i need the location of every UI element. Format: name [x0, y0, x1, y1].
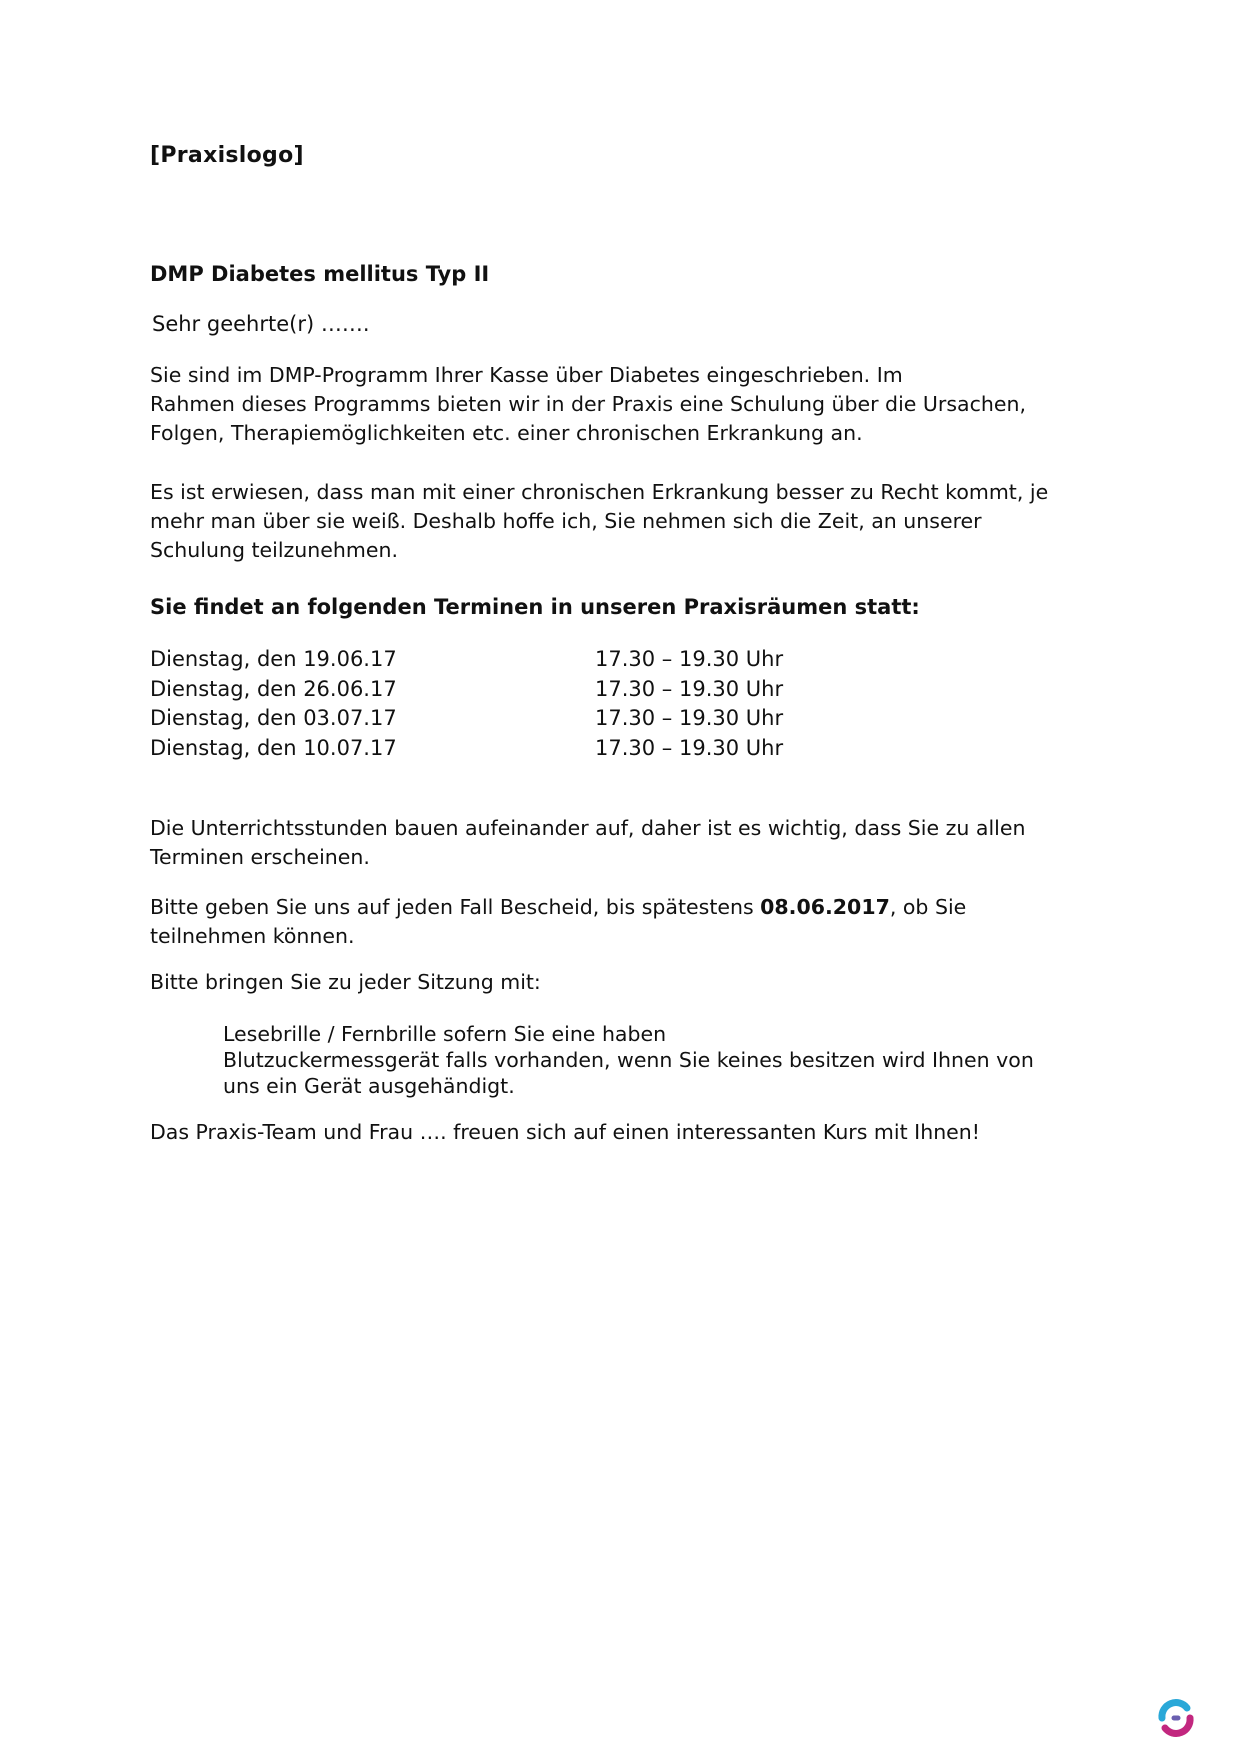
schedule-list [150, 645, 783, 763]
rsvp-text-after: , ob Sie [889, 895, 967, 919]
schedule-day: Dienstag, den 19.06.17 [150, 647, 397, 671]
attendance-paragraph [150, 814, 1025, 872]
schedule-time: 17.30 – 19.30 Uhr [595, 706, 784, 730]
schedule-time: 17.30 – 19.30 Uhr [595, 676, 784, 701]
schedule-day: Dienstag, den 03.07.17 [150, 706, 397, 730]
schedule-time: 17.30 – 19.30 Uhr [595, 735, 784, 760]
schedule-row [150, 645, 783, 675]
praxis-logo-placeholder: [Praxislogo] [150, 143, 304, 168]
paragraph-line: Sie sind im DMP-Programm Ihrer Kasse über Diabetes eingeschrieben. Im [150, 363, 903, 387]
closing-line: Das Praxis-Team und Frau …. freuen sich auf einen interessanten Kurs mit Ihnen! [150, 1120, 981, 1144]
schedule-row [150, 734, 783, 764]
motivation-paragraph [150, 478, 1048, 565]
bring-intro: Bitte bringen Sie zu jeder Sitzung mit: [150, 970, 541, 994]
schedule-row [150, 704, 783, 734]
intro-paragraph [150, 361, 1026, 448]
schedule-heading: Sie findet an folgenden Terminen in unseren Praxisräumen statt: [150, 595, 920, 619]
salutation: Sehr geehrte(r) ……. [152, 312, 370, 336]
schedule-day: Dienstag, den 10.07.17 [150, 735, 397, 760]
schedule-row [150, 675, 783, 705]
bring-item-continuation: uns ein Gerät ausgehändigt. [223, 1074, 515, 1098]
paragraph-line: Schulung teilzunehmen. [150, 538, 398, 562]
paragraph-line [150, 893, 966, 922]
bring-item: Blutzuckermessgerät falls vorhanden, wenn Sie keines besitzen wird Ihnen von [223, 1048, 1034, 1072]
bring-item: Lesebrille / Fernbrille sofern Sie eine haben [223, 1022, 667, 1046]
paragraph-line: mehr man über sie weiß. Deshalb hoffe ich, Sie nehmen sich die Zeit, an unserer [150, 509, 982, 533]
paragraph-line: Rahmen dieses Programms bieten wir in der Praxis eine Schulung über die Ursachen, [150, 392, 1026, 416]
letter-heading: DMP Diabetes mellitus Typ II [150, 262, 490, 286]
paragraph-line: Die Unterrichtsstunden bauen aufeinander auf, daher ist es wichtig, dass Sie zu allen [150, 816, 1026, 840]
schedule-time: 17.30 – 19.30 Uhr [595, 647, 784, 671]
paragraph-line: Terminen erscheinen. [150, 845, 370, 869]
paragraph-line: teilnehmen können. [150, 924, 355, 948]
rsvp-text-before: Bitte geben Sie uns auf jeden Fall Bescheid, bis spätestens [150, 895, 761, 919]
paragraph-line: Folgen, Therapiemöglichkeiten etc. einer chronischen Erkrankung an. [150, 421, 863, 445]
rsvp-paragraph [150, 893, 966, 951]
bring-items-list [223, 1021, 1034, 1099]
paragraph-line: Es ist erwiesen, dass man mit einer chronischen Erkrankung besser zu Recht kommt, je [150, 480, 1049, 504]
schedule-day: Dienstag, den 26.06.17 [150, 676, 397, 701]
circular-arrows-logo-icon [1154, 1696, 1198, 1740]
rsvp-deadline: 08.06.2017 [760, 895, 890, 919]
